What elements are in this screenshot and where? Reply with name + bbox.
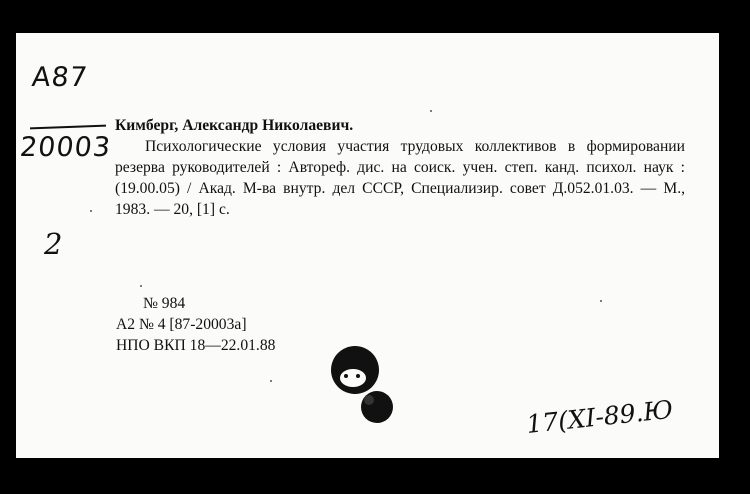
bibliographic-record — [115, 115, 685, 220]
number-line: № 984 — [143, 295, 186, 312]
shelfmark-bottom: 20003 — [18, 132, 113, 163]
shelfmark-top: А87 — [30, 62, 90, 93]
library-stamp-icon — [325, 338, 405, 428]
handwritten-date: 17(XI-89.Ю — [524, 394, 675, 439]
accession-line: А2 № 4 [87-20003а] — [116, 316, 247, 333]
registry-line: НПО ВКП 18—22.01.88 — [116, 337, 276, 354]
author-heading: Кимберг, Александр Николаевич. — [115, 117, 354, 134]
paper-speck — [90, 210, 92, 212]
bibliographic-description: Психологические условия участия трудовых коллективов в формировании резерва руководителей : Автореф. дис. на соиск. учен. степ. канд. психол. наук : (19.00.05) / Акад. М-ва внутр. дел СССР, Специализир. совет Д.052.01.03. — М., 1983. — 20, [1] с. — [115, 138, 685, 218]
handwritten-mark: 2 — [44, 227, 63, 261]
paper-speck — [140, 285, 142, 287]
paper-speck — [270, 380, 272, 382]
paper-speck — [430, 110, 432, 112]
paper-speck — [600, 300, 602, 302]
